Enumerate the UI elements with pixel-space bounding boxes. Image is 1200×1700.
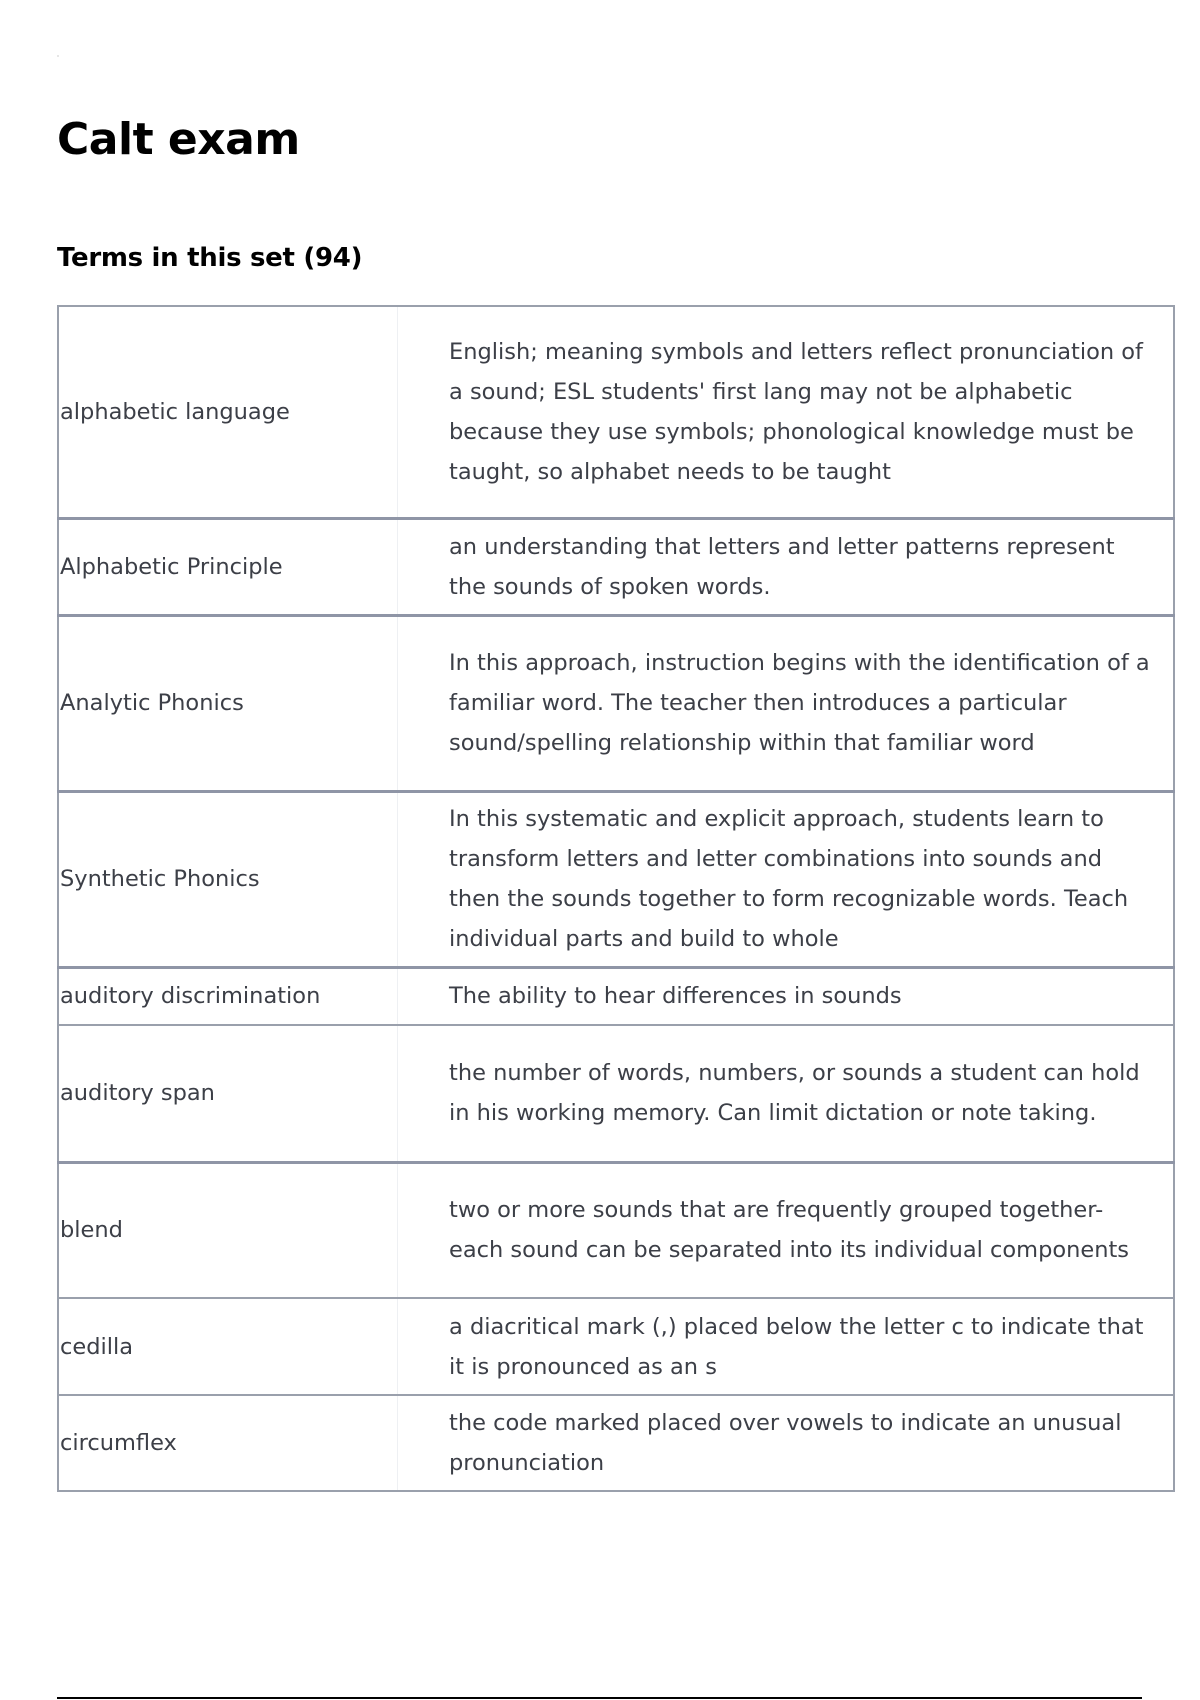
footer-rule bbox=[57, 1697, 1142, 1699]
definition-cell: a diacritical mark (,) placed below the letter c to indicate that it is pronounced as an s bbox=[449, 1313, 1144, 1380]
definition-cell: the code marked placed over vowels to indicate an unusual pronunciation bbox=[449, 1410, 1122, 1476]
table-row bbox=[58, 967, 1174, 1025]
term-cell: auditory span bbox=[58, 1025, 398, 1162]
table-row bbox=[58, 518, 1174, 615]
definition-cell: an understanding that letters and letter patterns represent the sounds of spoken words. bbox=[449, 533, 1115, 600]
term-cell: blend bbox=[58, 1162, 398, 1298]
table-row bbox=[58, 791, 1174, 967]
term-cell: circumflex bbox=[58, 1395, 398, 1491]
table-row bbox=[58, 306, 1174, 518]
table-row bbox=[58, 1298, 1174, 1395]
term-cell: Alphabetic Principle bbox=[58, 518, 398, 615]
definition-cell: the number of words, numbers, or sounds a student can hold in his working memory. Can limit dictation or note taking. bbox=[449, 1060, 1140, 1127]
table-row bbox=[58, 1395, 1174, 1491]
set-heading: Terms in this set (94) bbox=[57, 243, 363, 273]
term-cell: alphabetic language bbox=[58, 306, 398, 518]
terms-table bbox=[57, 305, 1175, 1492]
table-row bbox=[58, 615, 1174, 791]
term-cell: Synthetic Phonics bbox=[58, 791, 398, 967]
definition-cell: In this approach, instruction begins with the identification of a familiar word. The teacher then introduces a particular sound/spelling relationship within that familiar word bbox=[449, 650, 1150, 756]
definition-cell: In this systematic and explicit approach, students learn to transform letters and letter combinations into sounds and then the sounds together to form recognizable words. Teach individual parts and build to whole bbox=[449, 806, 1129, 952]
term-cell: auditory discrimination bbox=[58, 967, 398, 1025]
table-row bbox=[58, 1162, 1174, 1298]
definition-cell: The ability to hear differences in sounds bbox=[449, 983, 902, 1010]
table-row bbox=[58, 1025, 1174, 1162]
page-speck bbox=[57, 55, 59, 57]
term-cell: cedilla bbox=[58, 1298, 398, 1395]
term-cell: Analytic Phonics bbox=[58, 615, 398, 791]
definition-cell: English; meaning symbols and letters reflect pronunciation of a sound; ESL students' first lang may not be alphabetic because they use symbols; phonological knowledge must be taught, so alphabet needs to be taught bbox=[449, 338, 1143, 485]
page-title: Calt exam bbox=[57, 114, 300, 165]
definition-cell: two or more sounds that are frequently grouped together- each sound can be separated into its individual components bbox=[449, 1197, 1130, 1264]
